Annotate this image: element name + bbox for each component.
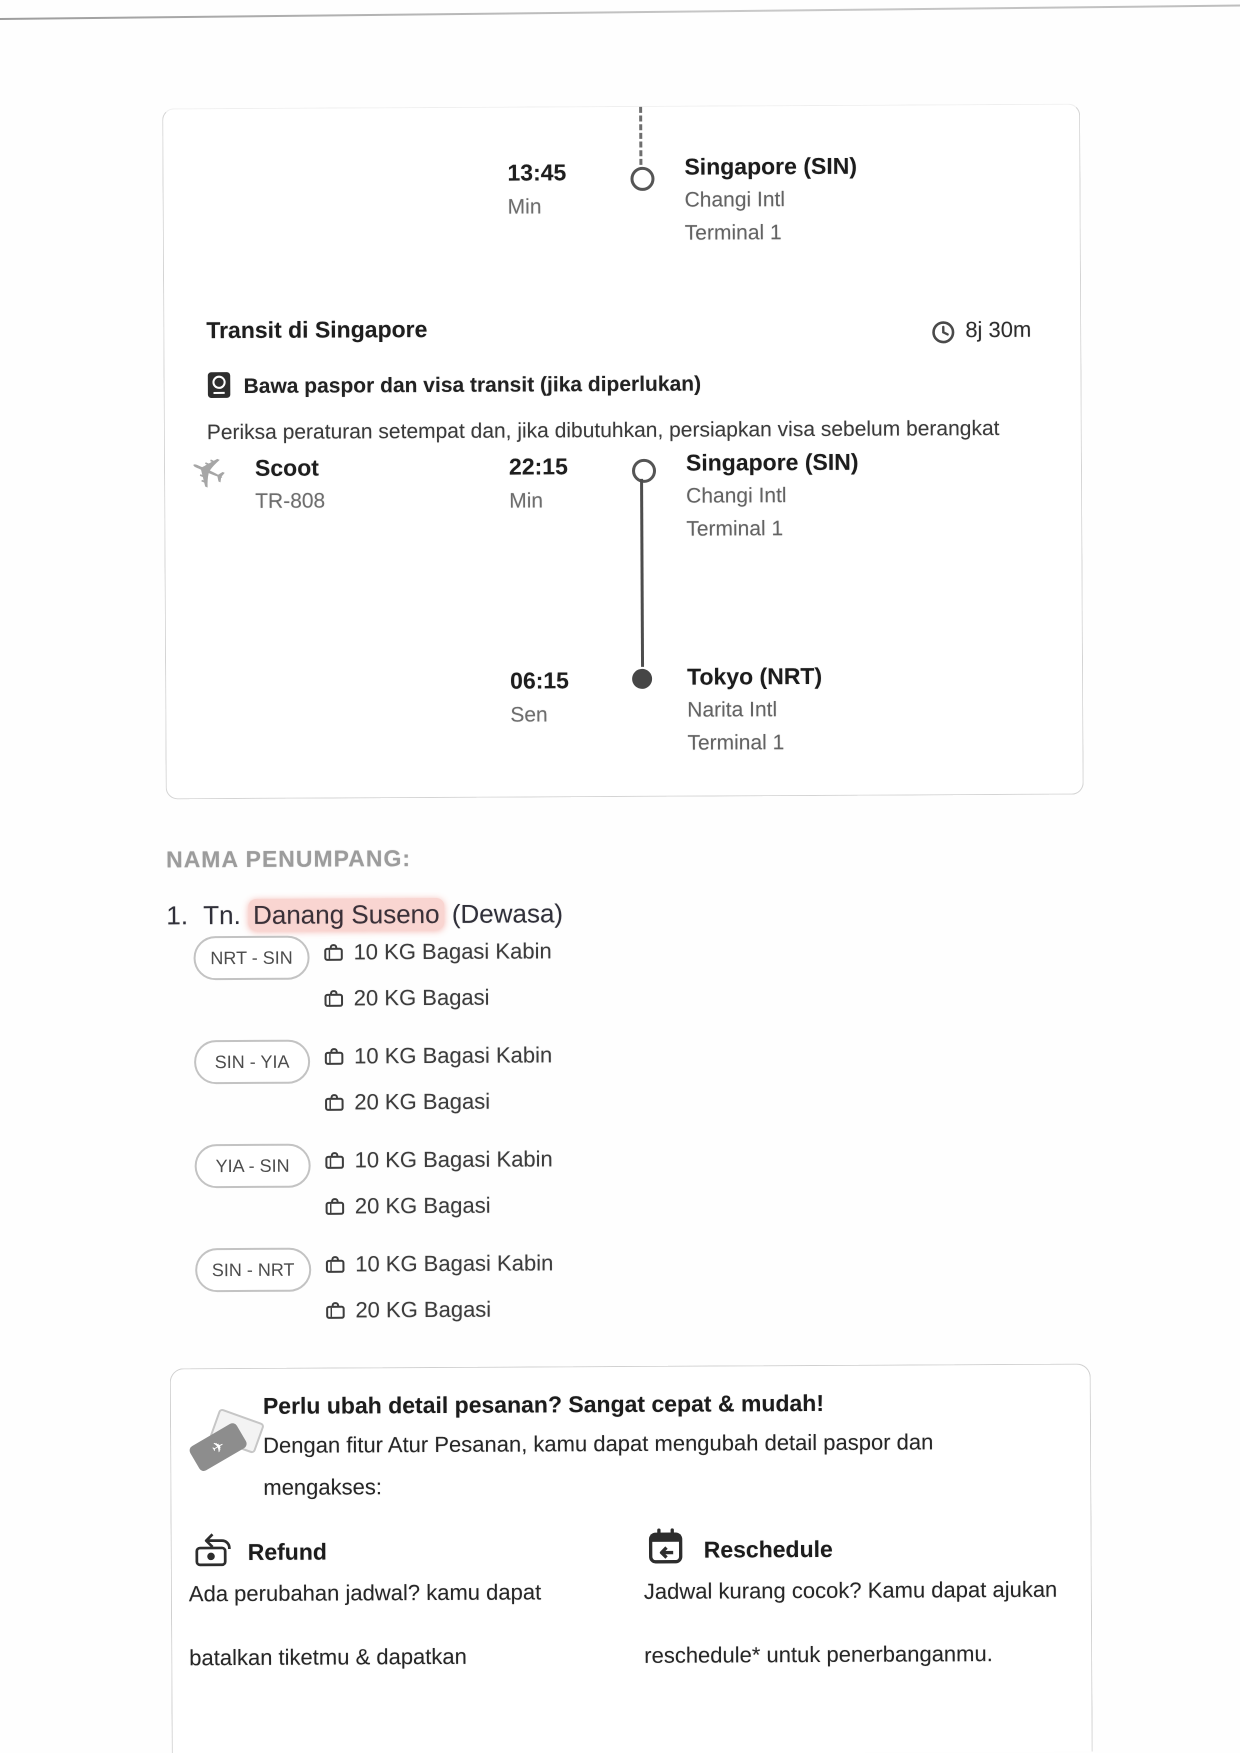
- manage-booking-title: Perlu ubah detail pesanan? Sangat cepat & mudah!: [262, 1389, 825, 1419]
- baggage-icon: [323, 1091, 345, 1118]
- passenger-section-heading: NAMA PENUMPANG:: [165, 845, 412, 873]
- manage-booking-ticket-icon: ✈: [191, 1411, 271, 1491]
- baggage-icon: [324, 1195, 346, 1222]
- arrival-airport: Changi Intl: [684, 188, 786, 212]
- timeline-stop-open-icon: [632, 459, 656, 483]
- passenger-number: 1.: [166, 900, 189, 931]
- reschedule-icon: [646, 1527, 686, 1572]
- timeline-dashed-connector: [639, 107, 642, 165]
- baggage-icon: [324, 1149, 346, 1176]
- departure-day: Min: [509, 489, 544, 513]
- route-chip: [193, 936, 309, 981]
- departure-stop-block: [686, 446, 859, 546]
- refund-title: Refund: [247, 1538, 327, 1565]
- passenger-line: [166, 898, 563, 931]
- arrival-city: Singapore (SIN): [684, 152, 858, 180]
- baggage-group: [2, 1137, 1240, 1243]
- passport-icon: [206, 371, 231, 404]
- cabin-baggage-label: 10 KG Bagasi Kabin: [355, 1250, 554, 1277]
- final-arrival-day: Sen: [510, 703, 548, 727]
- final-arrival-airport: Narita Intl: [687, 698, 778, 722]
- timeline-stop-open-icon: [630, 167, 654, 191]
- departure-city: Singapore (SIN): [685, 448, 859, 476]
- reschedule-line1: Jadwal kurang cocok? Kamu dapat ajukan: [643, 1576, 1058, 1604]
- refund-line2: batalkan tiketmu & dapatkan: [189, 1643, 467, 1671]
- final-arrival-stop-block: [687, 660, 823, 760]
- reschedule-line2: reschedule* untuk penerbanganmu.: [644, 1641, 993, 1668]
- cabin-baggage-label: 10 KG Bagasi Kabin: [353, 938, 552, 965]
- airline-name: Scoot: [254, 454, 319, 481]
- checked-baggage-label: 20 KG Bagasi: [354, 1192, 491, 1219]
- final-arrival-time: 06:15: [510, 667, 570, 694]
- refund-line1: Ada perubahan jadwal? kamu dapat: [188, 1579, 542, 1607]
- manage-booking-body-line2: mengakses:: [263, 1474, 383, 1500]
- clock-icon: [930, 319, 956, 350]
- timeline-stop-filled-icon: [632, 669, 652, 689]
- cabin-baggage-label: 10 KG Bagasi Kabin: [354, 1146, 553, 1173]
- timeline-solid-connector: [640, 479, 644, 667]
- transit-title: Transit di Singapore: [206, 316, 428, 344]
- route-chip: [195, 1144, 311, 1189]
- arrival-time: 13:45: [507, 159, 567, 186]
- baggage-icon: [324, 1253, 346, 1280]
- departure-airport: Changi Intl: [686, 484, 787, 508]
- itinerary-card: [162, 104, 1084, 800]
- departure-time: 22:15: [508, 453, 568, 480]
- baggage-group: [0, 929, 1240, 1035]
- cabin-baggage-label: 10 KG Bagasi Kabin: [354, 1042, 553, 1069]
- checked-baggage-label: 20 KG Bagasi: [355, 1296, 492, 1323]
- reschedule-title: Reschedule: [703, 1535, 833, 1563]
- route-chip-label: SIN - NRT: [211, 1259, 295, 1280]
- passenger-category: (Dewasa): [451, 898, 564, 929]
- refund-icon: [194, 1531, 236, 1576]
- checked-baggage-label: 20 KG Bagasi: [354, 1088, 491, 1115]
- arrival-terminal: Terminal 1: [684, 221, 782, 245]
- passenger-name: Danang Suseno: [248, 898, 445, 931]
- baggage-group: [1, 1033, 1240, 1139]
- baggage-icon: [323, 987, 345, 1014]
- transit-advisory-title: Bawa paspor dan visa transit (jika diperlukan): [243, 372, 702, 398]
- baggage-icon: [324, 1299, 346, 1326]
- baggage-icon: [322, 941, 344, 968]
- checked-baggage-label: 20 KG Bagasi: [353, 984, 490, 1011]
- arrival-stop-block: [684, 150, 857, 250]
- passenger-title: Tn.: [203, 899, 241, 931]
- manage-booking-body-line1: Dengan fitur Atur Pesanan, kamu dapat mengubah detail paspor dan: [263, 1429, 934, 1458]
- flight-number: TR-808: [255, 489, 326, 513]
- departure-terminal: Terminal 1: [686, 517, 784, 541]
- transit-duration: 8j 30m: [965, 316, 1032, 343]
- transit-advisory-body: Periksa peraturan setempat dan, jika dibutuhkan, persiapkan visa sebelum berangkat: [206, 417, 1000, 445]
- final-arrival-terminal: Terminal 1: [687, 731, 785, 755]
- route-chip-label: YIA - SIN: [215, 1155, 290, 1176]
- baggage-group: [2, 1241, 1240, 1347]
- airline-plane-icon: ✈: [180, 442, 235, 503]
- arrival-day: Min: [507, 195, 542, 219]
- route-chip-label: NRT - SIN: [210, 947, 293, 968]
- final-arrival-city: Tokyo (NRT): [687, 662, 823, 690]
- route-chip: [195, 1248, 311, 1293]
- route-chip-label: SIN - YIA: [214, 1051, 290, 1072]
- manage-booking-card: [170, 1364, 1093, 1753]
- baggage-icon: [323, 1045, 345, 1072]
- route-chip: [194, 1040, 310, 1085]
